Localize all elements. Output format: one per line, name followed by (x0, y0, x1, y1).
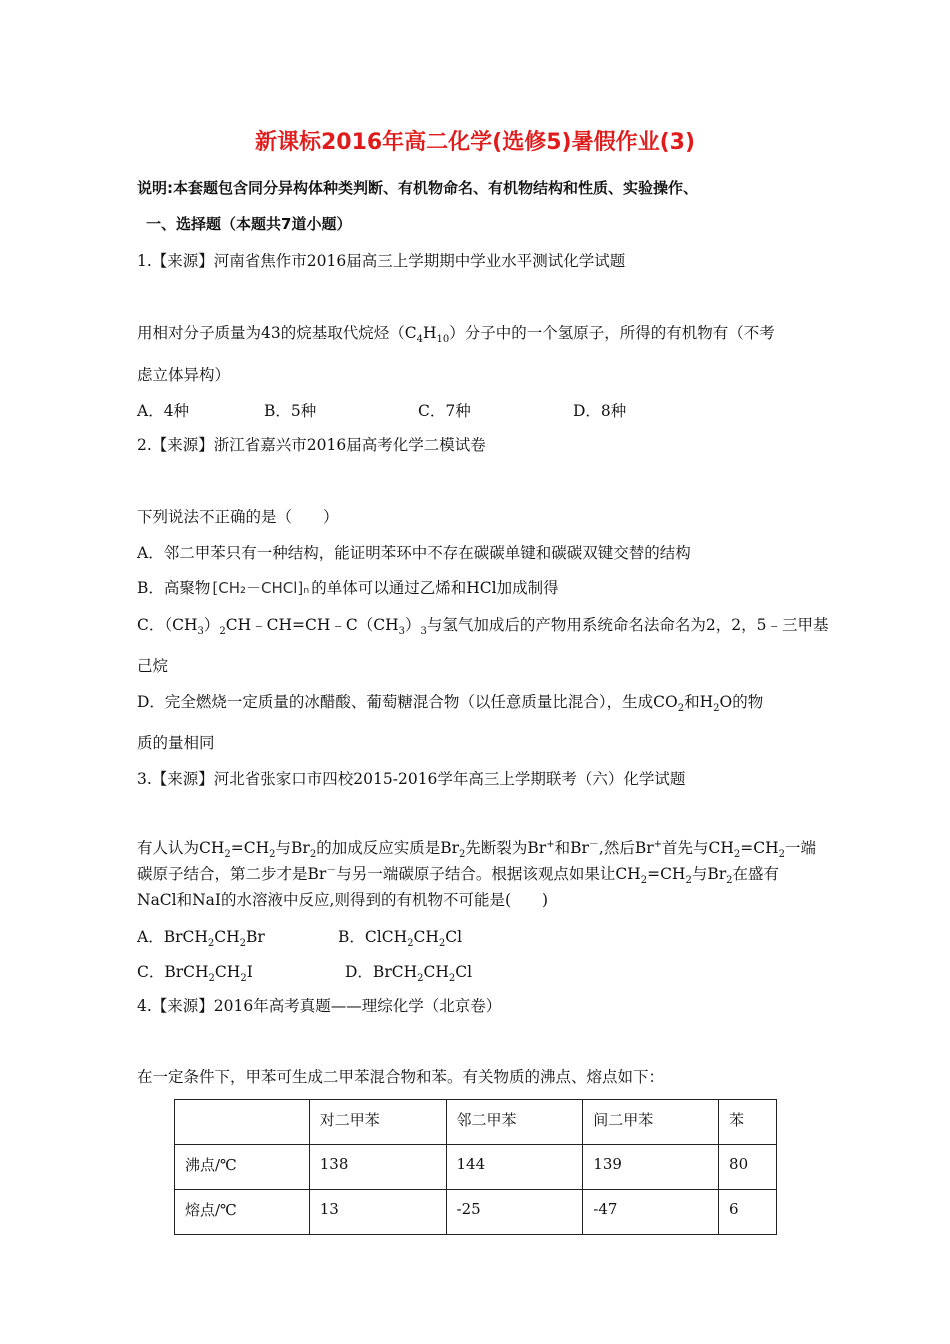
q3-option-a[interactable]: A．$BrCH_2CH_2Br$ (137, 928, 265, 950)
q3-option-d[interactable]: D．$BrCH_2CH_2Cl$ (345, 963, 473, 985)
table-row-label: 熔点/℃ (175, 1190, 310, 1235)
q3-option-c[interactable]: C．$BrCH_2CH_2I$ (137, 963, 253, 985)
table-cell: -47 (583, 1190, 719, 1235)
table-header-cell: 间二甲苯 (583, 1100, 719, 1145)
q3-option-b[interactable]: B．$ClCH_2CH_2Cl$ (338, 928, 463, 950)
table-cell: 138 (309, 1145, 446, 1190)
description: 说明:本套题包含同分异构体种类判断、有机物命名、有机物结构和性质、实验操作、 (137, 179, 699, 197)
q2-option-d[interactable]: D．完全燃烧一定质量的冰醋酸、葡萄糖混合物（以任意质量比混合），生成$CO_2$和$H_2O$的物 (137, 693, 764, 715)
polymer-formula-image: [CH₂－CHCl]ₙ (212, 579, 310, 597)
q1-stem-line2: 虑立体异构） (137, 366, 231, 384)
q1-source: 1.【来源】河南省焦作市2016届高三上学期期中学业水平测试化学试题 (137, 252, 626, 270)
q2-option-b[interactable]: B．高聚物 [CH₂－CHCl]ₙ 的单体可以通过乙烯和HCl加成制得 (137, 579, 559, 597)
q1-stem-line1: 用相对分子质量为43的烷基取代烷烃$(C_4H_{10})$分子中的一个氢原子，所得的有机物有（不考 (137, 324, 775, 346)
q2-option-d-line2: 质的量相同 (137, 734, 215, 752)
page-title: 新课标2016年高二化学(选修5)暑假作业(3) (254, 130, 696, 155)
table-cell: 6 (719, 1190, 777, 1235)
table-row-label: 沸点/℃ (175, 1145, 310, 1190)
q3-stem-line3: NaCl和NaI的水溶液中反应,则得到的有机物不可能是( ) (137, 891, 549, 909)
q4-source: 4.【来源】2016年高考真题——理综化学（北京卷） (137, 997, 502, 1015)
table-cell: -25 (446, 1190, 583, 1235)
q1-option-a[interactable]: A．4种 (137, 402, 190, 420)
table-row (175, 1145, 777, 1190)
q1-option-c[interactable]: C．7种 (418, 402, 471, 420)
table-header-row (175, 1100, 777, 1145)
q1-option-d[interactable]: D．8种 (573, 402, 627, 420)
table-header-cell: 苯 (719, 1100, 777, 1145)
q3-stem-line1: 有人认为$CH_2=CH_2$与$Br_2$的加成反应实质是$Br_2$先断裂为Br+和Br－,然后Br+首先与$CH_2=CH_2$一端 (137, 838, 817, 861)
q2-stem: 下列说法不正确的是（ ） (137, 508, 339, 526)
table-cell (175, 1100, 310, 1145)
table-header-cell: 对二甲苯 (309, 1100, 446, 1145)
section-heading: 一、选择题（本题共7道小题） (146, 215, 352, 233)
q2-option-c-line2: 己烷 (137, 657, 169, 675)
q3-stem-line2: 碳原子结合，第二步才是Br－与另一端碳原子结合。根据该观点如果让$CH_2=CH_2$与$Br_2$在盛有 (137, 864, 780, 887)
boiling-melting-point-table (174, 1099, 777, 1235)
q3-source: 3.【来源】河北省张家口市四校2015-2016学年高三上学期联考（六）化学试题 (137, 770, 686, 788)
table-cell: 139 (583, 1145, 719, 1190)
table-cell: 144 (446, 1145, 583, 1190)
q4-stem: 在一定条件下，甲苯可生成二甲苯混合物和苯。有关物质的沸点、熔点如下： (137, 1068, 665, 1086)
table-header-cell: 邻二甲苯 (446, 1100, 583, 1145)
table-row (175, 1190, 777, 1235)
q2-option-c[interactable]: C．$(CH_3)_2CH﹣CH=CH﹣C(CH_3)_3$与氢气加成后的产物用系统命名法命名为2，2，5﹣三甲基 (137, 616, 829, 638)
q2-option-a[interactable]: A．邻二甲苯只有一种结构，能证明苯环中不存在碳碳单键和碳碳双键交替的结构 (137, 544, 691, 562)
table-cell: 13 (309, 1190, 446, 1235)
q2-source: 2.【来源】浙江省嘉兴市2016届高考化学二模试卷 (137, 436, 486, 454)
table-cell: 80 (719, 1145, 777, 1190)
q1-option-b[interactable]: B．5种 (264, 402, 317, 420)
